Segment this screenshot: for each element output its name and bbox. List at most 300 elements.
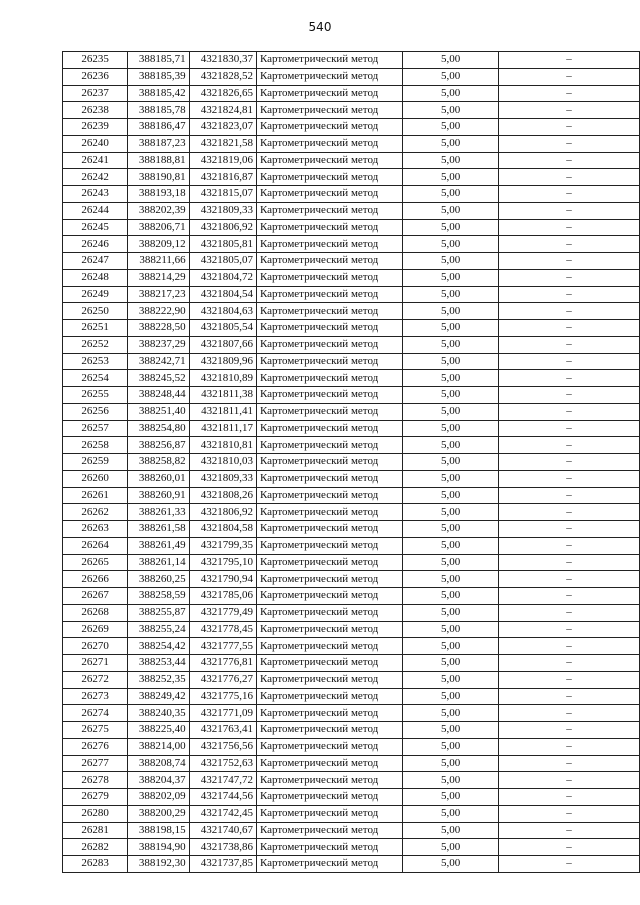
x-coordinate-cell: 388255,87 (128, 604, 189, 621)
note-cell: – (499, 705, 640, 722)
y-coordinate-cell: 4321819,06 (189, 152, 256, 169)
precision-cell: 5,00 (403, 219, 499, 236)
method-cell: Картометрический метод (256, 186, 402, 203)
method-cell: Картометрический метод (256, 202, 402, 219)
y-coordinate-cell: 4321810,89 (189, 370, 256, 387)
x-coordinate-cell: 388200,29 (128, 805, 189, 822)
y-coordinate-cell: 4321804,54 (189, 286, 256, 303)
point-number-cell: 26261 (63, 487, 128, 504)
note-cell: – (499, 119, 640, 136)
precision-cell: 5,00 (403, 688, 499, 705)
y-coordinate-cell: 4321806,92 (189, 504, 256, 521)
precision-cell: 5,00 (403, 85, 499, 102)
x-coordinate-cell: 388206,71 (128, 219, 189, 236)
precision-cell: 5,00 (403, 621, 499, 638)
x-coordinate-cell: 388214,29 (128, 269, 189, 286)
note-cell: – (499, 85, 640, 102)
precision-cell: 5,00 (403, 822, 499, 839)
y-coordinate-cell: 4321737,85 (189, 856, 256, 873)
table-row (63, 772, 640, 789)
y-coordinate-cell: 4321809,96 (189, 353, 256, 370)
point-number-cell: 26248 (63, 269, 128, 286)
table-row (63, 320, 640, 337)
method-cell: Картометрический метод (256, 454, 402, 471)
precision-cell: 5,00 (403, 202, 499, 219)
note-cell: – (499, 102, 640, 119)
y-coordinate-cell: 4321824,81 (189, 102, 256, 119)
method-cell: Картометрический метод (256, 638, 402, 655)
note-cell: – (499, 269, 640, 286)
method-cell: Картометрический метод (256, 336, 402, 353)
table-row (63, 336, 640, 353)
point-number-cell: 26269 (63, 621, 128, 638)
note-cell: – (499, 68, 640, 85)
point-number-cell: 26275 (63, 722, 128, 739)
x-coordinate-cell: 388248,44 (128, 387, 189, 404)
note-cell: – (499, 403, 640, 420)
method-cell: Картометрический метод (256, 789, 402, 806)
x-coordinate-cell: 388209,12 (128, 236, 189, 253)
note-cell: – (499, 638, 640, 655)
x-coordinate-cell: 388261,49 (128, 537, 189, 554)
note-cell: – (499, 470, 640, 487)
table-row (63, 571, 640, 588)
point-number-cell: 26259 (63, 454, 128, 471)
method-cell: Картометрический метод (256, 320, 402, 337)
precision-cell: 5,00 (403, 705, 499, 722)
table-row (63, 403, 640, 420)
table-row (63, 68, 640, 85)
x-coordinate-cell: 388251,40 (128, 403, 189, 420)
x-coordinate-cell: 388252,35 (128, 671, 189, 688)
x-coordinate-cell: 388256,87 (128, 437, 189, 454)
y-coordinate-cell: 4321804,72 (189, 269, 256, 286)
table-body (63, 52, 640, 873)
x-coordinate-cell: 388208,74 (128, 755, 189, 772)
y-coordinate-cell: 4321804,63 (189, 303, 256, 320)
point-number-cell: 26251 (63, 320, 128, 337)
point-number-cell: 26256 (63, 403, 128, 420)
y-coordinate-cell: 4321776,81 (189, 655, 256, 672)
table-row (63, 805, 640, 822)
method-cell: Картометрический метод (256, 504, 402, 521)
y-coordinate-cell: 4321795,10 (189, 554, 256, 571)
table-row (63, 789, 640, 806)
note-cell: – (499, 856, 640, 873)
point-number-cell: 26273 (63, 688, 128, 705)
precision-cell: 5,00 (403, 68, 499, 85)
table-row (63, 303, 640, 320)
table-row (63, 135, 640, 152)
y-coordinate-cell: 4321776,27 (189, 671, 256, 688)
note-cell: – (499, 839, 640, 856)
y-coordinate-cell: 4321821,58 (189, 135, 256, 152)
x-coordinate-cell: 388202,09 (128, 789, 189, 806)
precision-cell: 5,00 (403, 856, 499, 873)
y-coordinate-cell: 4321740,67 (189, 822, 256, 839)
y-coordinate-cell: 4321763,41 (189, 722, 256, 739)
precision-cell: 5,00 (403, 286, 499, 303)
x-coordinate-cell: 388261,33 (128, 504, 189, 521)
method-cell: Картометрический метод (256, 420, 402, 437)
note-cell: – (499, 487, 640, 504)
x-coordinate-cell: 388245,52 (128, 370, 189, 387)
note-cell: – (499, 336, 640, 353)
table-row (63, 437, 640, 454)
precision-cell: 5,00 (403, 387, 499, 404)
y-coordinate-cell: 4321756,56 (189, 738, 256, 755)
method-cell: Картометрический метод (256, 470, 402, 487)
method-cell: Картометрический метод (256, 253, 402, 270)
x-coordinate-cell: 388198,15 (128, 822, 189, 839)
precision-cell: 5,00 (403, 470, 499, 487)
precision-cell: 5,00 (403, 671, 499, 688)
x-coordinate-cell: 388204,37 (128, 772, 189, 789)
precision-cell: 5,00 (403, 638, 499, 655)
method-cell: Картометрический метод (256, 169, 402, 186)
method-cell: Картометрический метод (256, 370, 402, 387)
table-row (63, 839, 640, 856)
note-cell: – (499, 722, 640, 739)
y-coordinate-cell: 4321823,07 (189, 119, 256, 136)
precision-cell: 5,00 (403, 370, 499, 387)
method-cell: Картометрический метод (256, 755, 402, 772)
x-coordinate-cell: 388185,39 (128, 68, 189, 85)
method-cell: Картометрический метод (256, 571, 402, 588)
x-coordinate-cell: 388260,01 (128, 470, 189, 487)
table-row (63, 169, 640, 186)
point-number-cell: 26250 (63, 303, 128, 320)
note-cell: – (499, 219, 640, 236)
table-row (63, 454, 640, 471)
table-row (63, 856, 640, 873)
table-row (63, 102, 640, 119)
method-cell: Картометрический метод (256, 102, 402, 119)
precision-cell: 5,00 (403, 336, 499, 353)
method-cell: Картометрический метод (256, 588, 402, 605)
precision-cell: 5,00 (403, 805, 499, 822)
note-cell: – (499, 521, 640, 538)
note-cell: – (499, 755, 640, 772)
method-cell: Картометрический метод (256, 437, 402, 454)
precision-cell: 5,00 (403, 454, 499, 471)
method-cell: Картометрический метод (256, 219, 402, 236)
point-number-cell: 26242 (63, 169, 128, 186)
note-cell: – (499, 688, 640, 705)
x-coordinate-cell: 388188,81 (128, 152, 189, 169)
y-coordinate-cell: 4321810,81 (189, 437, 256, 454)
table-row (63, 119, 640, 136)
x-coordinate-cell: 388260,91 (128, 487, 189, 504)
table-row (63, 655, 640, 672)
note-cell: – (499, 588, 640, 605)
method-cell: Картометрический метод (256, 671, 402, 688)
page-number: 540 (308, 20, 332, 34)
method-cell: Картометрический метод (256, 805, 402, 822)
precision-cell: 5,00 (403, 403, 499, 420)
table-row (63, 722, 640, 739)
precision-cell: 5,00 (403, 269, 499, 286)
table-row (63, 588, 640, 605)
y-coordinate-cell: 4321790,94 (189, 571, 256, 588)
method-cell: Картометрический метод (256, 68, 402, 85)
table-row (63, 638, 640, 655)
table-row (63, 186, 640, 203)
method-cell: Картометрический метод (256, 521, 402, 538)
note-cell: – (499, 554, 640, 571)
precision-cell: 5,00 (403, 52, 499, 69)
method-cell: Картометрический метод (256, 722, 402, 739)
table-row (63, 353, 640, 370)
point-number-cell: 26268 (63, 604, 128, 621)
precision-cell: 5,00 (403, 571, 499, 588)
y-coordinate-cell: 4321785,06 (189, 588, 256, 605)
precision-cell: 5,00 (403, 839, 499, 856)
y-coordinate-cell: 4321810,03 (189, 454, 256, 471)
y-coordinate-cell: 4321811,38 (189, 387, 256, 404)
note-cell: – (499, 236, 640, 253)
table-row (63, 537, 640, 554)
y-coordinate-cell: 4321779,49 (189, 604, 256, 621)
note-cell: – (499, 353, 640, 370)
point-number-cell: 26243 (63, 186, 128, 203)
x-coordinate-cell: 388258,59 (128, 588, 189, 605)
precision-cell: 5,00 (403, 554, 499, 571)
y-coordinate-cell: 4321778,45 (189, 621, 256, 638)
table-row (63, 738, 640, 755)
x-coordinate-cell: 388225,40 (128, 722, 189, 739)
y-coordinate-cell: 4321815,07 (189, 186, 256, 203)
table-row (63, 152, 640, 169)
point-number-cell: 26271 (63, 655, 128, 672)
precision-cell: 5,00 (403, 420, 499, 437)
table-row (63, 85, 640, 102)
method-cell: Картометрический метод (256, 487, 402, 504)
table-row (63, 387, 640, 404)
x-coordinate-cell: 388192,30 (128, 856, 189, 873)
x-coordinate-cell: 388249,42 (128, 688, 189, 705)
precision-cell: 5,00 (403, 186, 499, 203)
precision-cell: 5,00 (403, 253, 499, 270)
table-row (63, 370, 640, 387)
x-coordinate-cell: 388214,00 (128, 738, 189, 755)
method-cell: Картометрический метод (256, 303, 402, 320)
x-coordinate-cell: 388260,25 (128, 571, 189, 588)
precision-cell: 5,00 (403, 772, 499, 789)
x-coordinate-cell: 388240,35 (128, 705, 189, 722)
precision-cell: 5,00 (403, 604, 499, 621)
y-coordinate-cell: 4321809,33 (189, 202, 256, 219)
table-row (63, 554, 640, 571)
point-number-cell: 26281 (63, 822, 128, 839)
note-cell: – (499, 822, 640, 839)
y-coordinate-cell: 4321771,09 (189, 705, 256, 722)
precision-cell: 5,00 (403, 722, 499, 739)
table-row (63, 822, 640, 839)
x-coordinate-cell: 388185,78 (128, 102, 189, 119)
method-cell: Картометрический метод (256, 856, 402, 873)
note-cell: – (499, 135, 640, 152)
point-number-cell: 26258 (63, 437, 128, 454)
y-coordinate-cell: 4321805,07 (189, 253, 256, 270)
y-coordinate-cell: 4321811,41 (189, 403, 256, 420)
point-number-cell: 26264 (63, 537, 128, 554)
point-number-cell: 26254 (63, 370, 128, 387)
table-row (63, 487, 640, 504)
note-cell: – (499, 253, 640, 270)
table-row (63, 219, 640, 236)
point-number-cell: 26276 (63, 738, 128, 755)
method-cell: Картометрический метод (256, 537, 402, 554)
table-row (63, 604, 640, 621)
note-cell: – (499, 604, 640, 621)
y-coordinate-cell: 4321816,87 (189, 169, 256, 186)
point-number-cell: 26245 (63, 219, 128, 236)
x-coordinate-cell: 388185,42 (128, 85, 189, 102)
precision-cell: 5,00 (403, 152, 499, 169)
table-row (63, 755, 640, 772)
method-cell: Картометрический метод (256, 655, 402, 672)
precision-cell: 5,00 (403, 588, 499, 605)
method-cell: Картометрический метод (256, 269, 402, 286)
note-cell: – (499, 571, 640, 588)
note-cell: – (499, 169, 640, 186)
table-row (63, 621, 640, 638)
table-row (63, 269, 640, 286)
point-number-cell: 26277 (63, 755, 128, 772)
x-coordinate-cell: 388211,66 (128, 253, 189, 270)
y-coordinate-cell: 4321806,92 (189, 219, 256, 236)
note-cell: – (499, 655, 640, 672)
precision-cell: 5,00 (403, 738, 499, 755)
y-coordinate-cell: 4321752,63 (189, 755, 256, 772)
note-cell: – (499, 320, 640, 337)
method-cell: Картометрический метод (256, 52, 402, 69)
x-coordinate-cell: 388258,82 (128, 454, 189, 471)
x-coordinate-cell: 388253,44 (128, 655, 189, 672)
point-number-cell: 26255 (63, 387, 128, 404)
table-row (63, 671, 640, 688)
point-number-cell: 26239 (63, 119, 128, 136)
method-cell: Картометрический метод (256, 822, 402, 839)
x-coordinate-cell: 388185,71 (128, 52, 189, 69)
x-coordinate-cell: 388228,50 (128, 320, 189, 337)
point-number-cell: 26279 (63, 789, 128, 806)
table-row (63, 253, 640, 270)
precision-cell: 5,00 (403, 521, 499, 538)
x-coordinate-cell: 388187,23 (128, 135, 189, 152)
precision-cell: 5,00 (403, 353, 499, 370)
note-cell: – (499, 805, 640, 822)
y-coordinate-cell: 4321830,37 (189, 52, 256, 69)
precision-cell: 5,00 (403, 487, 499, 504)
point-number-cell: 26278 (63, 772, 128, 789)
method-cell: Картометрический метод (256, 554, 402, 571)
point-number-cell: 26237 (63, 85, 128, 102)
y-coordinate-cell: 4321742,45 (189, 805, 256, 822)
point-number-cell: 26235 (63, 52, 128, 69)
point-number-cell: 26265 (63, 554, 128, 571)
point-number-cell: 26267 (63, 588, 128, 605)
y-coordinate-cell: 4321805,54 (189, 320, 256, 337)
method-cell: Картометрический метод (256, 353, 402, 370)
precision-cell: 5,00 (403, 119, 499, 136)
point-number-cell: 26257 (63, 420, 128, 437)
precision-cell: 5,00 (403, 504, 499, 521)
table-row (63, 52, 640, 69)
note-cell: – (499, 420, 640, 437)
point-number-cell: 26266 (63, 571, 128, 588)
note-cell: – (499, 202, 640, 219)
x-coordinate-cell: 388194,90 (128, 839, 189, 856)
note-cell: – (499, 789, 640, 806)
y-coordinate-cell: 4321747,72 (189, 772, 256, 789)
table-row (63, 236, 640, 253)
method-cell: Картометрический метод (256, 403, 402, 420)
table-row (63, 286, 640, 303)
table-row (63, 521, 640, 538)
precision-cell: 5,00 (403, 755, 499, 772)
x-coordinate-cell: 388217,23 (128, 286, 189, 303)
point-number-cell: 26272 (63, 671, 128, 688)
method-cell: Картометрический метод (256, 705, 402, 722)
method-cell: Картометрический метод (256, 738, 402, 755)
note-cell: – (499, 738, 640, 755)
method-cell: Картометрический метод (256, 772, 402, 789)
note-cell: – (499, 52, 640, 69)
x-coordinate-cell: 388254,80 (128, 420, 189, 437)
note-cell: – (499, 286, 640, 303)
point-number-cell: 26238 (63, 102, 128, 119)
y-coordinate-cell: 4321744,56 (189, 789, 256, 806)
y-coordinate-cell: 4321811,17 (189, 420, 256, 437)
table-row (63, 705, 640, 722)
y-coordinate-cell: 4321807,66 (189, 336, 256, 353)
x-coordinate-cell: 388190,81 (128, 169, 189, 186)
y-coordinate-cell: 4321805,81 (189, 236, 256, 253)
method-cell: Картометрический метод (256, 839, 402, 856)
precision-cell: 5,00 (403, 102, 499, 119)
precision-cell: 5,00 (403, 169, 499, 186)
note-cell: – (499, 186, 640, 203)
x-coordinate-cell: 388254,42 (128, 638, 189, 655)
point-number-cell: 26262 (63, 504, 128, 521)
note-cell: – (499, 152, 640, 169)
x-coordinate-cell: 388202,39 (128, 202, 189, 219)
method-cell: Картометрический метод (256, 621, 402, 638)
precision-cell: 5,00 (403, 655, 499, 672)
y-coordinate-cell: 4321775,16 (189, 688, 256, 705)
x-coordinate-cell: 388186,47 (128, 119, 189, 136)
point-number-cell: 26249 (63, 286, 128, 303)
y-coordinate-cell: 4321777,55 (189, 638, 256, 655)
point-number-cell: 26260 (63, 470, 128, 487)
coordinates-table (62, 51, 640, 873)
note-cell: – (499, 621, 640, 638)
method-cell: Картометрический метод (256, 286, 402, 303)
point-number-cell: 26274 (63, 705, 128, 722)
precision-cell: 5,00 (403, 303, 499, 320)
x-coordinate-cell: 388261,14 (128, 554, 189, 571)
table-row (63, 470, 640, 487)
y-coordinate-cell: 4321809,33 (189, 470, 256, 487)
note-cell: – (499, 437, 640, 454)
method-cell: Картометрический метод (256, 152, 402, 169)
point-number-cell: 26283 (63, 856, 128, 873)
y-coordinate-cell: 4321804,58 (189, 521, 256, 538)
point-number-cell: 26247 (63, 253, 128, 270)
method-cell: Картометрический метод (256, 119, 402, 136)
